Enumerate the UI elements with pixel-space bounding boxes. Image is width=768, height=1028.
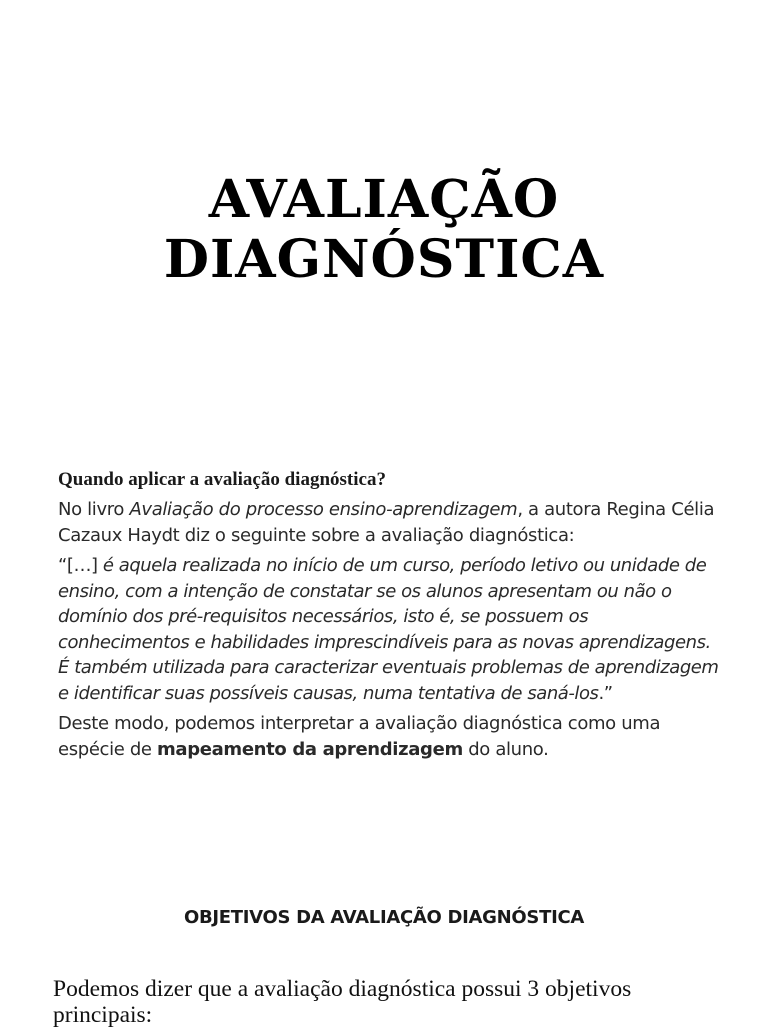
section-question: Quando aplicar a avaliação diagnóstica? (58, 469, 386, 490)
conclusion-paragraph (58, 711, 723, 762)
page-title-line-1: AVALIAÇÃO (208, 169, 560, 230)
conclusion-highlight: mapeamento da aprendizagem (157, 738, 463, 760)
objectives-intro: Podemos dizer que a avaliação diagnóstica possui 3 objetivos principais: (53, 976, 632, 1028)
objectives-heading: OBJETIVOS DA AVALIAÇÃO DIAGNÓSTICA (183, 907, 585, 928)
page-title-line-2: DIAGNÓSTICA (163, 229, 605, 290)
quote-open: “[…] (58, 555, 103, 576)
page-title (0, 170, 768, 290)
quote-paragraph (58, 553, 723, 706)
conclusion-text-after: do aluno. (462, 738, 549, 760)
quote-text: é aquela realizada no início de um curso, período letivo ou unidade de ensino, com a intenção de constatar se os alunos apresentam ou não o domínio dos pré-requisitos necessários, isto é, se possuem os conhecimentos e habilidades imprescindíveis para as novas aprendizagens. É também utilizada para caracterizar eventuais problemas de aprendizagem e identificar suas possíveis causas, numa tentativa de saná-los (58, 555, 719, 704)
conclusion-text-before: Deste modo, podemos interpretar a avaliação diagnóstica como uma espécie de (58, 713, 661, 760)
quote-close: .” (598, 682, 613, 704)
content-section (58, 467, 723, 767)
intro-text-before: No livro (58, 499, 130, 520)
book-title: Avaliação do processo ensino-aprendizagem (129, 499, 518, 520)
intro-paragraph (58, 497, 723, 548)
intro-text-after: , a autora Regina Célia Cazaux Haydt diz o seguinte sobre a avaliação diagnóstica: (58, 499, 715, 546)
